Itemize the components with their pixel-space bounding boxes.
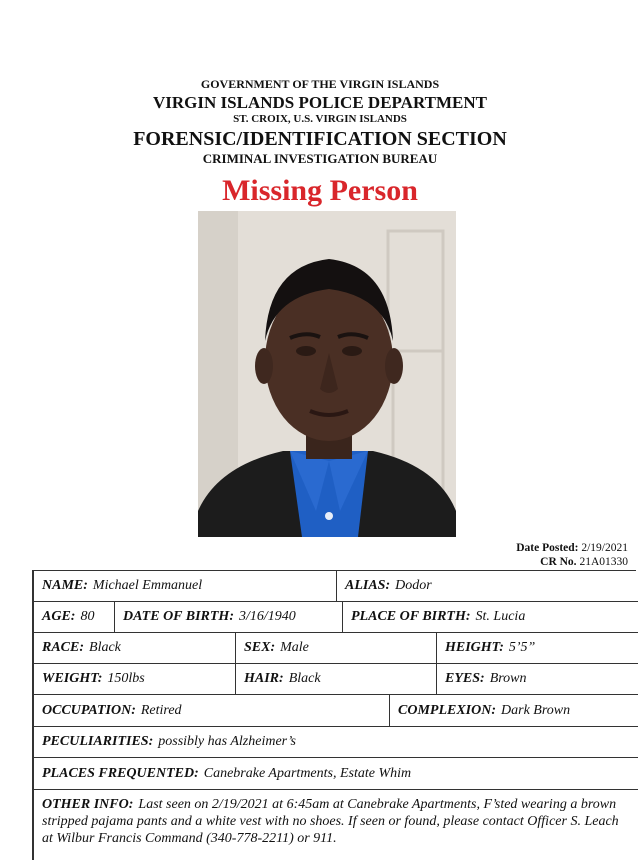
location-heading: ST. CROIX, U.S. VIRGIN ISLANDS	[233, 113, 407, 125]
weight-cell: WEIGHT: 150lbs	[42, 671, 145, 686]
alias-cell: ALIAS: Dodor	[336, 571, 638, 601]
date-posted: Date Posted: 2/19/2021	[516, 542, 628, 554]
department-heading: VIRGIN ISLANDS POLICE DEPARTMENT	[153, 93, 487, 112]
eyes-cell: EYES: Brown	[436, 664, 638, 694]
case-number: CR No. 21A01330	[540, 556, 628, 568]
row-places	[34, 758, 638, 790]
race-cell: RACE: Black	[42, 640, 121, 655]
occupation-cell: OCCUPATION: Retired	[42, 702, 182, 718]
row-weight	[34, 664, 638, 695]
complexion-cell: COMPLEXION: Dark Brown	[389, 695, 638, 726]
name-cell: NAME: Michael Emmanuel	[42, 578, 203, 593]
row-name	[34, 571, 638, 602]
dob-cell: DATE OF BIRTH: 3/16/1940	[114, 602, 342, 632]
hair-cell: HAIR: Black	[235, 664, 436, 694]
missing-person-title: Missing Person	[222, 174, 418, 207]
section-heading: FORENSIC/IDENTIFICATION SECTION	[133, 128, 507, 150]
other-info-cell: OTHER INFO: Last seen on 2/19/2021 at 6:45am at Canebrake Apartments, F’sted wearing a brown stripped pajama pants and a white vest with no shoes. If seen or found, please contact Officer S. Leach at Wilbur Francis Command (340-778-2211) or 911.	[42, 797, 619, 846]
row-other-info	[34, 790, 638, 861]
bureau-heading: CRIMINAL INVESTIGATION BUREAU	[202, 151, 438, 166]
posting-info	[516, 541, 628, 569]
places-cell: PLACES FREQUENTED: Canebrake Apartments, Estate Whim	[42, 765, 412, 781]
pob-cell: PLACE OF BIRTH: St. Lucia	[342, 602, 638, 632]
row-occupation	[34, 695, 638, 727]
row-peculiarities	[34, 727, 638, 758]
height-cell: HEIGHT: 5’5”	[436, 633, 638, 663]
poster-header	[0, 78, 640, 165]
sex-cell: SEX: Male	[235, 633, 436, 663]
row-race	[34, 633, 638, 664]
row-age	[34, 602, 638, 633]
peculiarities-cell: PECULIARITIES: possibly has Alzheimer’s	[42, 734, 296, 749]
missing-person-photo	[198, 211, 456, 537]
government-heading: GOVERNMENT OF THE VIRGIN ISLANDS	[200, 77, 440, 91]
details-table	[32, 570, 636, 860]
portrait-illustration	[198, 211, 456, 537]
age-cell: AGE: 80	[42, 609, 95, 624]
